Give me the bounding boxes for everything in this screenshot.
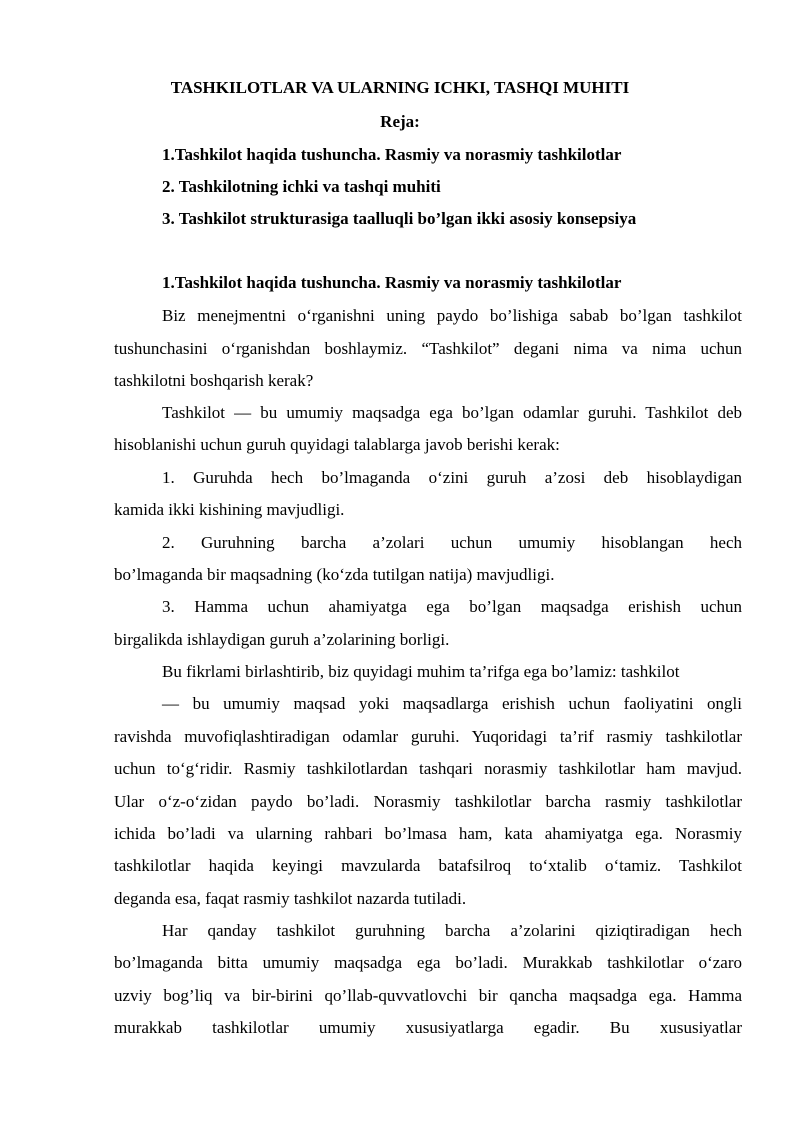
- paragraph-line: ravishda muvofiqlashtiradigan odamlar guruhi. Yuqoridagi ta’rif rasmiy tashkilotlar: [114, 727, 742, 746]
- list-item-line: bo’lmaganda bir maqsadning (ko‘zda tutilgan natija) mavjudligi.: [114, 565, 555, 584]
- list-item-line: birgalikda ishlaydigan guruh a’zolarining borligi.: [114, 630, 450, 649]
- plan-item: 2. Tashkilotning ichki va tashqi muhiti: [162, 177, 441, 196]
- plan-item: 1.Tashkilot haqida tushuncha. Rasmiy va norasmiy tashkilotlar: [162, 145, 622, 164]
- paragraph-line: Biz menejmentni o‘rganishni uning paydo bo’lishiga sabab bo’lgan tashkilot: [162, 306, 742, 325]
- plan-label: Reja:: [380, 112, 420, 131]
- paragraph-line: deganda esa, faqat rasmiy tashkilot nazarda tutiladi.: [114, 889, 467, 908]
- paragraph-line: hisoblanishi uchun guruh quyidagi talablarga javob berishi kerak:: [114, 435, 560, 454]
- document-title: TASHKILOTLAR VA ULARNING ICHKI, TASHQI MUHITI: [170, 78, 630, 97]
- paragraph-line: Ular o‘z-o‘zidan paydo bo’ladi. Norasmiy tashkilotlar barcha rasmiy tashkilotlar: [114, 792, 742, 811]
- plan-item: 3. Tashkilot strukturasiga taalluqli bo’lgan ikki asosiy konsepsiya: [162, 209, 637, 228]
- paragraph-line: ichida bo’ladi va ularning rahbari bo’lmasa ham, kata ahamiyatga ega. Norasmiy: [114, 824, 742, 843]
- paragraph-line: murakkab tashkilotlar umumiy xususiyatlarga egadir. Bu xususiyatlar: [114, 1018, 742, 1037]
- paragraph-line: uchun to‘g‘ridir. Rasmiy tashkilotlardan tashqari norasmiy tashkilotlar ham mavjud.: [114, 759, 742, 778]
- paragraph-line: bo’lmaganda bitta umumiy maqsadga ega bo’ladi. Murakkab tashkilotlar o‘zaro: [114, 953, 742, 972]
- paragraph-line: tushunchasini o‘rganishdan boshlaymiz. “Tashkilot” degani nima va nima uchun: [114, 339, 742, 358]
- list-item-line: 3. Hamma uchun ahamiyatga ega bo’lgan maqsadga erishish uchun: [162, 597, 742, 616]
- list-item-line: 2. Guruhning barcha a’zolari uchun umumiy hisoblangan hech: [162, 533, 742, 552]
- section-heading: 1.Tashkilot haqida tushuncha. Rasmiy va norasmiy tashkilotlar: [162, 273, 622, 292]
- paragraph-line: tashkilotlar haqida keyingi mavzularda batafsilroq to‘xtalib o‘tamiz. Tashkilot: [114, 856, 742, 875]
- paragraph-line: Tashkilot — bu umumiy maqsadga ega bo’lgan odamlar guruhi. Tashkilot deb: [162, 403, 742, 422]
- paragraph-line: Bu fikrlami birlashtirib, biz quyidagi muhim ta’rifga ega bo’lamiz: tashkilot: [162, 662, 680, 681]
- paragraph-line: Har qanday tashkilot guruhning barcha a’zolarini qiziqtiradigan hech: [162, 921, 742, 940]
- paragraph-line: — bu umumiy maqsad yoki maqsadlarga erishish uchun faoliyatini ongli: [162, 694, 742, 713]
- paragraph-line: tashkilotni boshqarish kerak?: [114, 371, 314, 390]
- paragraph-line: uzviy bog’liq va bir-birini qo’llab-quvvatlovchi bir qancha maqsadga ega. Hamma: [114, 986, 742, 1005]
- list-item-line: kamida ikki kishining mavjudligi.: [114, 500, 345, 519]
- list-item-line: 1. Guruhda hech bo’lmaganda o‘zini guruh a’zosi deb hisoblaydigan: [162, 468, 742, 487]
